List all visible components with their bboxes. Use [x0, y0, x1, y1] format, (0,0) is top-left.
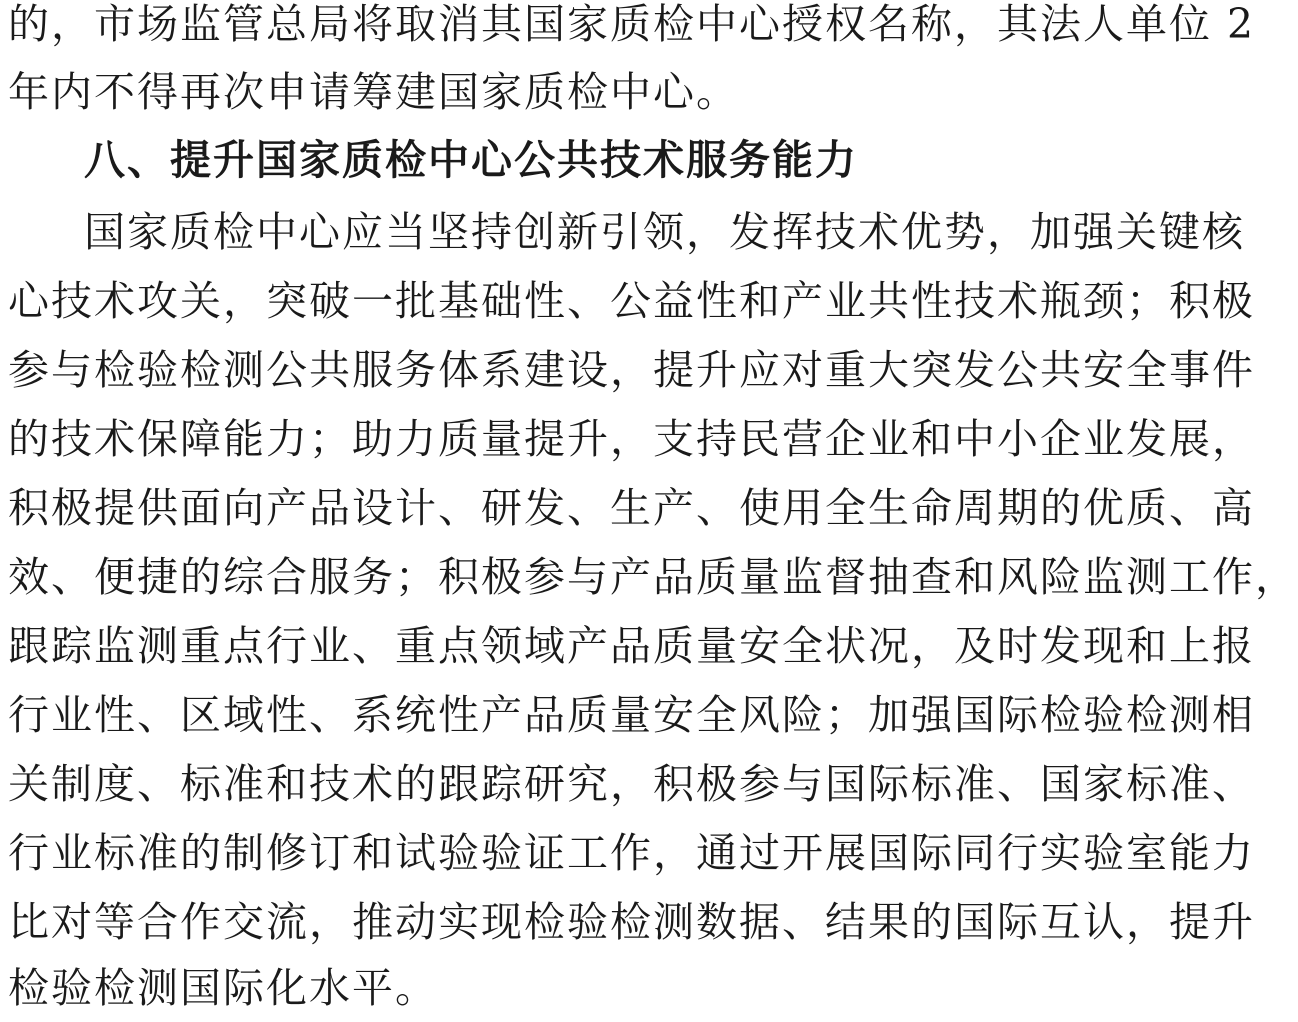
- body-line-7: 跟踪监测重点行业、重点领域产品质量安全状况，及时发现和上报: [8, 622, 1255, 670]
- body-line-8: 行业性、区域性、系统性产品质量安全风险；加强国际检验检测相: [8, 691, 1255, 739]
- body-line-9: 关制度、标准和技术的跟踪研究，积极参与国际标准、国家标准、: [8, 760, 1255, 808]
- intro-line-2: 年内不得再次申请筹建国家质检中心。: [8, 68, 739, 116]
- body-line-10: 行业标准的制修订和试验验证工作，通过开展国际同行实验室能力: [8, 829, 1255, 877]
- section-heading: 八、提升国家质检中心公共技术服务能力: [84, 136, 858, 184]
- body-line-6: 效、便捷的综合服务；积极参与产品质量监督抽查和风险监测工作，: [8, 553, 1298, 601]
- intro-line-1: 的，市场监管总局将取消其国家质检中心授权名称，其法人单位 2: [8, 0, 1256, 48]
- body-line-5: 积极提供面向产品设计、研发、生产、使用全生命周期的优质、高: [8, 484, 1255, 532]
- body-line-2: 心技术攻关，突破一批基础性、公益性和产业共性技术瓶颈；积极: [8, 277, 1255, 325]
- body-line-12: 检验检测国际化水平。: [8, 964, 438, 1012]
- body-line-1: 国家质检中心应当坚持创新引领，发挥技术优势，加强关键核: [84, 208, 1245, 256]
- body-line-4: 的技术保障能力；助力质量提升，支持民营企业和中小企业发展，: [8, 415, 1255, 463]
- body-line-3: 参与检验检测公共服务体系建设，提升应对重大突发公共安全事件: [8, 346, 1255, 394]
- body-line-11: 比对等合作交流，推动实现检验检测数据、结果的国际互认，提升: [8, 898, 1255, 946]
